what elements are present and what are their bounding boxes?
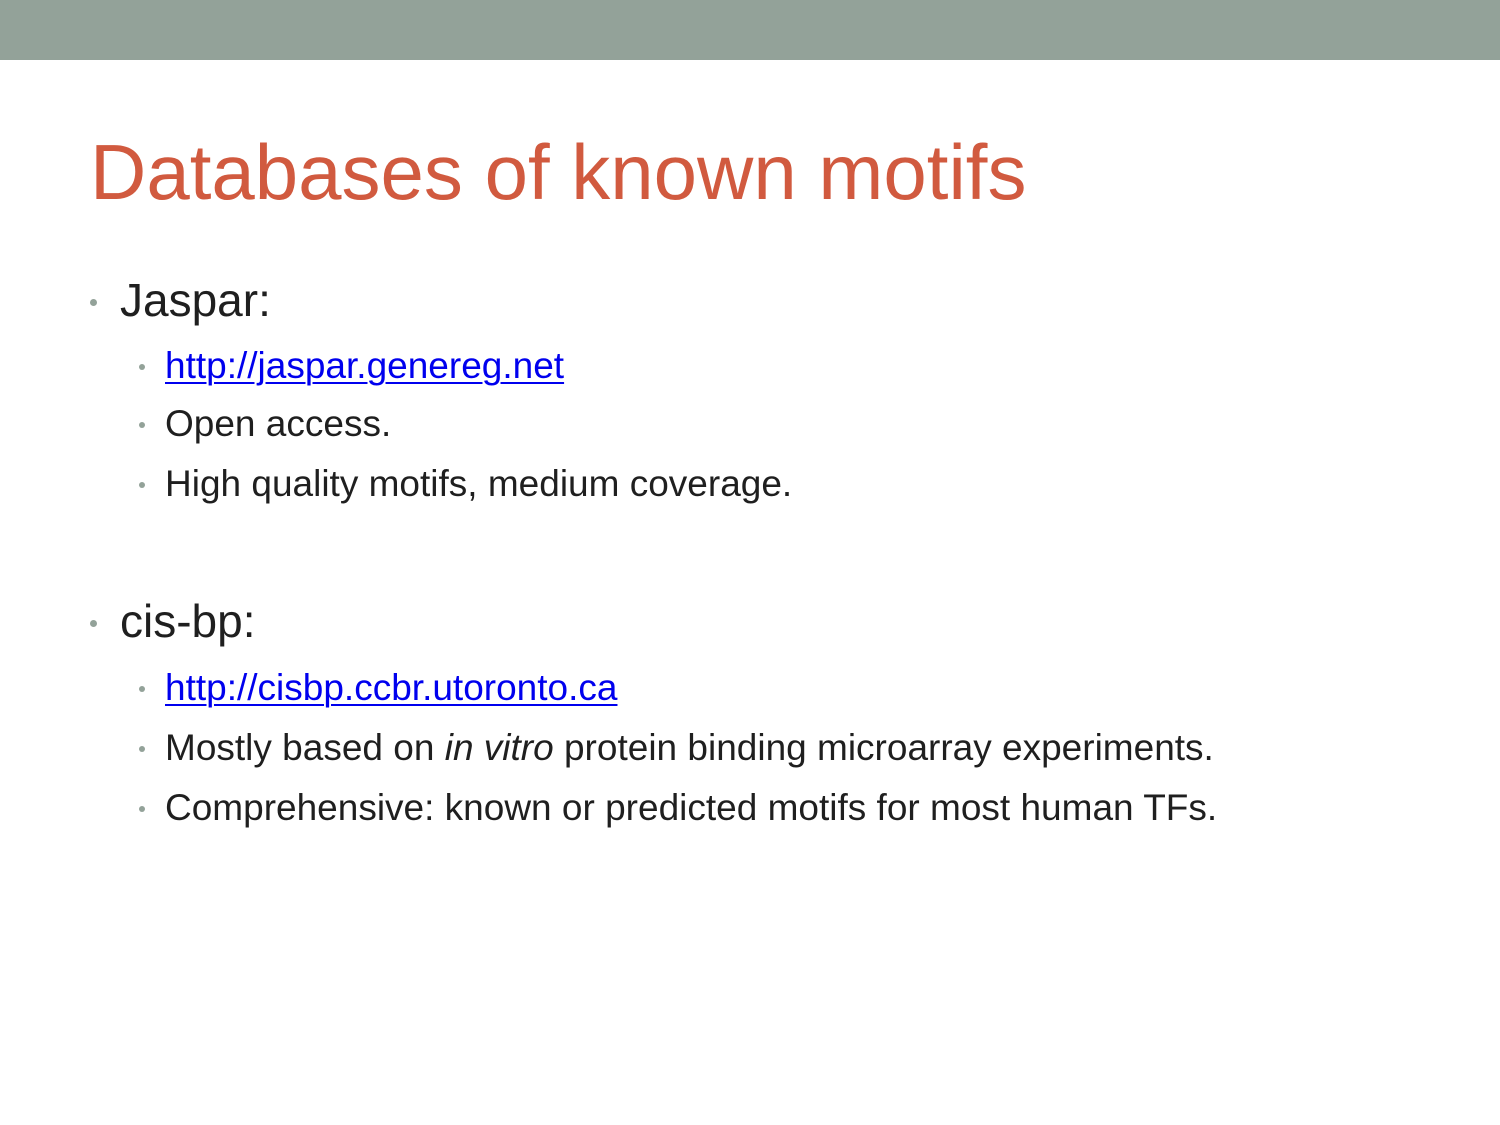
bullet-dot [139,364,145,370]
bullet-dot [139,686,145,692]
bullet-dot [139,422,145,428]
bullet-dot [139,746,145,752]
list-item: Open access. [165,403,392,444]
bullet-dot [90,620,97,627]
list-item [165,344,564,388]
section-heading-cisbp: cis-bp: [120,595,256,647]
slide-title: Databases of known motifs [90,128,1027,216]
list-item: Comprehensive: known or predicted motifs for most human TFs. [165,787,1218,828]
header-bar [0,0,1500,60]
text-segment: Mostly based on [165,727,445,768]
cisbp-link[interactable]: http://cisbp.ccbr.utoronto.ca [165,667,618,708]
list-item [165,726,1214,770]
jaspar-link[interactable]: http://jaspar.genereg.net [165,345,565,386]
bullet-dot [139,806,145,812]
text-segment: protein binding microarray experiments. [553,727,1214,768]
list-item: High quality motifs, medium coverage. [165,463,793,504]
section-heading-jaspar: Jaspar: [120,274,271,326]
list-item [165,666,617,710]
bullet-dot [90,299,97,306]
emphasis-text: in vitro [444,727,554,768]
bullet-dot [139,482,145,488]
